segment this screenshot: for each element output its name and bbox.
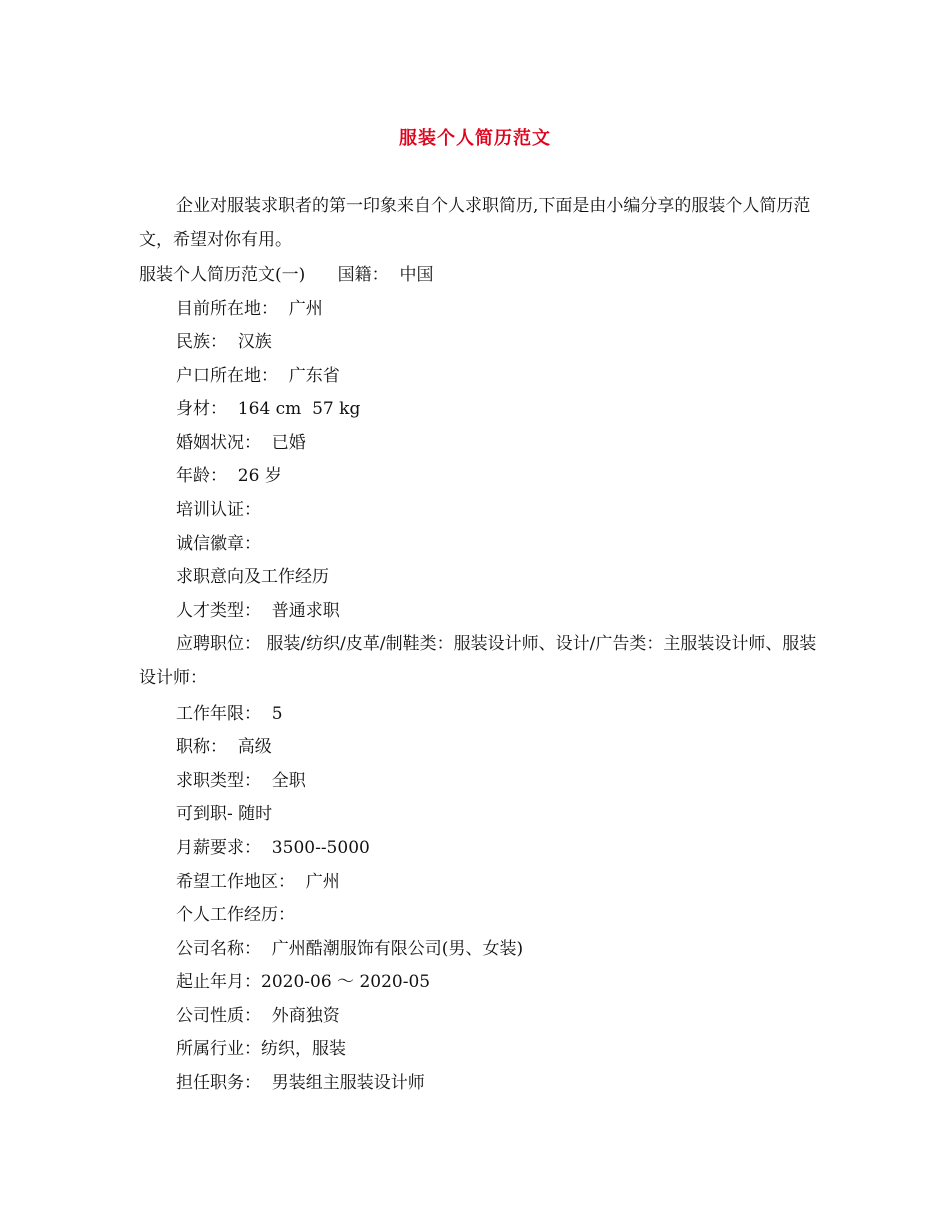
field-salary: 月薪要求： 3500--5000 [176, 838, 370, 858]
resume-header-line: 服装个人简历范文(一) 国籍： 中国 [139, 265, 434, 285]
section-job-intent: 求职意向及工作经历 [176, 567, 329, 587]
field-physique: 身材： 164 cm 57 kg [176, 399, 361, 419]
field-household: 户口所在地： 广东省 [176, 366, 340, 386]
field-company-type: 公司性质： 外商独资 [176, 1006, 340, 1026]
field-company: 公司名称： 广州酷潮服饰有限公司(男、女装) [176, 939, 524, 959]
field-work-years: 工作年限： 5 [176, 704, 283, 724]
field-marital: 婚姻状况： 已婚 [176, 433, 306, 453]
field-position: 应聘职位： 服装/纺织/皮革/制鞋类：服装设计师、设计/广告类：主服装设计师、服装设计师： [139, 634, 817, 688]
field-role: 担任职务： 男装组主服装设计师 [176, 1073, 425, 1093]
field-location: 目前所在地： 广州 [176, 299, 323, 319]
document-title: 服装个人简历范文 [399, 128, 551, 149]
field-work-area: 希望工作地区： 广州 [176, 872, 340, 892]
section-work-experience: 个人工作经历： [176, 905, 295, 925]
field-integrity-badge: 诚信徽章： [176, 534, 261, 554]
field-training: 培训认证： [176, 500, 261, 520]
field-ethnicity: 民族： 汉族 [176, 332, 272, 352]
field-period: 起止年月：2020-06 ～ 2020-05 [176, 972, 431, 992]
field-availability: 可到职- 随时 [176, 804, 273, 824]
field-talent-type: 人才类型： 普通求职 [176, 601, 340, 621]
intro-paragraph: 企业对服装求职者的第一印象来自个人求职简历,下面是由小编分享的服装个人简历范文，希望对你有用。 [139, 196, 811, 250]
field-job-type: 求职类型： 全职 [176, 771, 306, 791]
field-industry: 所属行业：纺织，服装 [176, 1039, 346, 1059]
field-age: 年龄： 26 岁 [176, 466, 282, 486]
field-title: 职称： 高级 [176, 737, 272, 757]
